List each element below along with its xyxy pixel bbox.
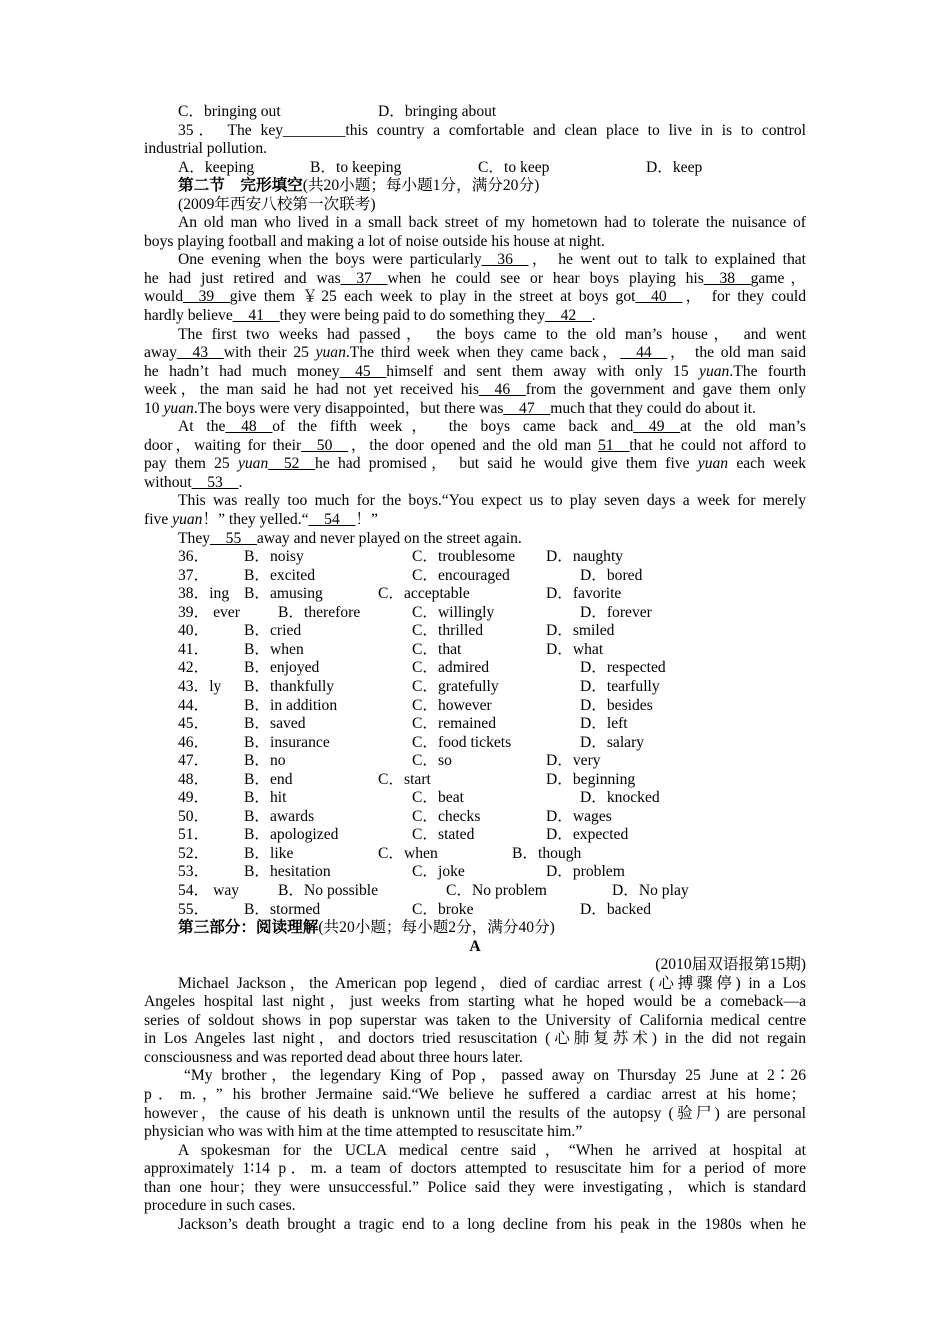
- option-row: [144, 548, 806, 567]
- option-d: D．what: [546, 640, 604, 658]
- option-d: D．favorite: [546, 585, 622, 603]
- option-row: [144, 641, 806, 660]
- option-b: B．stormed: [244, 900, 321, 918]
- passage-line: boys playing football and making a lot of noise outside his house at night.: [144, 232, 605, 250]
- option-b: B．saved: [244, 715, 306, 733]
- section-heading: [144, 177, 806, 196]
- part-label: A: [469, 937, 481, 955]
- option-d: D．expected: [546, 826, 629, 844]
- option-b: B．amusing: [244, 585, 323, 603]
- option-b: B．No possible: [278, 881, 379, 899]
- blank-43: __43__: [176, 344, 224, 362]
- option-row: [144, 882, 806, 901]
- question-35-line: 35． The key________this country a comfortable and clean place to live in is to control: [178, 121, 806, 139]
- passage-line: An old man who lived in a small back street of my hometown had to tolerate the nuisance of: [178, 214, 806, 232]
- blank-39: __39__: [182, 288, 230, 306]
- option-d: D．wages: [546, 807, 612, 825]
- option-row: [144, 585, 806, 604]
- option-c: C．encouraged: [412, 566, 510, 584]
- blank-38: __38__: [703, 269, 751, 287]
- option-d: D．tearfully: [580, 677, 660, 695]
- passage-line: door，waiting for their__50__，the door opened and the old man 51__that he could not afford to: [144, 436, 806, 454]
- option-d: D．keep: [646, 158, 703, 176]
- blank-42: __42__: [545, 307, 592, 325]
- option-c: C．to keep: [478, 158, 550, 176]
- reading-line: approximately 1∶14 p．m. a team of doctors attempted to resuscitate him for a period of more: [144, 1160, 806, 1178]
- reading-line: “My brother，the legendary King of Pop，passed away on Thursday 25 June at 2∶26: [184, 1067, 806, 1085]
- option-b: B．insurance: [244, 733, 330, 751]
- reading-line: Angeles hospital last night，just weeks from starting what he hoped would be a comeback—a: [144, 993, 806, 1011]
- option-d: D．salary: [580, 733, 645, 751]
- option-d: D．bored: [580, 566, 643, 584]
- option-c: C．troublesome: [412, 548, 516, 566]
- option-b: B．enjoyed: [244, 659, 320, 677]
- option-b: B．like: [244, 844, 294, 862]
- option-d: D．knocked: [580, 789, 660, 807]
- option-b: B．thankfully: [244, 677, 335, 695]
- question-number: 50．: [178, 807, 210, 825]
- question-number: 36．: [178, 548, 210, 566]
- reading-line: Jackson’s death brought a tragic end to a long decline from his peak in the 1980s when he: [178, 1215, 806, 1233]
- option-c: C．broke: [412, 900, 474, 918]
- blank-52: __52__: [268, 455, 316, 473]
- option-row: [144, 715, 806, 734]
- blank-47: __47__: [503, 399, 551, 417]
- question-number: 45．: [178, 715, 210, 733]
- blank-54: __54__: [308, 511, 356, 529]
- question-number: 51．: [178, 826, 210, 844]
- question-number: 48．: [178, 770, 210, 788]
- passage-line: This was really too much for the boys.“You expect us to play seven days a week for merely: [178, 492, 806, 510]
- option-c: C．No problem: [446, 881, 547, 899]
- question-number: 54． way: [178, 881, 240, 899]
- option-c: C．so: [412, 752, 452, 770]
- section-score: (共20小题；每小题1分，满分20分): [302, 177, 540, 195]
- reading-line: than one hour；they were unsuccessful.” Police said they were investigating，which is standard: [144, 1178, 806, 1196]
- passage-line: At the__48__of the fifth week， the boys came back and__49__at the old man’s: [178, 418, 806, 436]
- option-row: [144, 845, 806, 864]
- option-d: D．smiled: [546, 622, 615, 640]
- option-row: [144, 678, 806, 697]
- option-c: C．remained: [412, 715, 497, 733]
- option-row: [144, 604, 806, 623]
- option-c: C．beat: [412, 789, 464, 807]
- option-row: [144, 863, 806, 882]
- option-c: C．gratefully: [412, 677, 499, 695]
- question-35-options: [144, 159, 806, 178]
- option-b: B．hesitation: [244, 863, 331, 881]
- blank-49: __49__: [633, 418, 681, 436]
- section-title: 第三部分：阅读理解: [178, 919, 319, 937]
- option-b: B．in addition: [244, 696, 338, 714]
- passage-line: The first two weeks had passed， the boys came to the old man’s house， and went: [178, 325, 806, 343]
- reading-line: physician who was with him at the time attempted to resuscitate him.”: [144, 1123, 583, 1141]
- option-row: [144, 771, 806, 790]
- option-row: [144, 789, 806, 808]
- option-d: D．naughty: [546, 548, 624, 566]
- reading-line: in Los Angeles last night，and doctors tried resuscitation (心肺复苏术) in the did not regain: [144, 1030, 806, 1048]
- option-d: D．problem: [546, 863, 625, 881]
- reading-line: series of soldout shows in pop superstar was taken to the University of California medical centre: [144, 1011, 806, 1029]
- option-b: B．apologized: [244, 826, 339, 844]
- option-b: B．hit: [244, 789, 287, 807]
- passage-line: would__39__give them ￥25 each week to play in the street at boys got__40__， for they could: [144, 288, 806, 306]
- option-d: D．respected: [580, 659, 666, 677]
- document-page: [144, 103, 806, 1234]
- option-b: B．when: [244, 640, 304, 658]
- option-d: D．very: [546, 752, 601, 770]
- question-number: 53．: [178, 863, 210, 881]
- option-d: B．though: [512, 844, 582, 862]
- option-c: C．joke: [412, 863, 465, 881]
- option-row: [144, 734, 806, 753]
- passage-line: They__55__away and never played on the street again.: [178, 529, 522, 547]
- question-number: 40．: [178, 622, 210, 640]
- reading-line: A spokesman for the UCLA medical centre said，“When he arrived at hospital at: [178, 1141, 806, 1159]
- option-d: D．forever: [580, 603, 652, 621]
- blank-44: __44__: [620, 344, 668, 362]
- reading-line: p．m.，” his brother Jermaine said.“We believe he suffered a cardiac arrest at his home；: [144, 1085, 806, 1103]
- question-number: 37．: [178, 566, 210, 584]
- option-b: B．end: [244, 770, 293, 788]
- blank-40: __40__: [635, 288, 683, 306]
- question-number: 39． ever: [178, 603, 240, 621]
- option-c: C．however: [412, 696, 492, 714]
- option-c: C．checks: [412, 807, 481, 825]
- question-number: 43．ly: [178, 677, 222, 695]
- option-d: D．backed: [580, 900, 652, 918]
- option-c: C．start: [378, 770, 431, 788]
- passage-line: he had just retired and was__37__when he could see or hear boys playing his__38__game，: [144, 269, 806, 287]
- option-b: B．awards: [244, 807, 315, 825]
- option-row: [144, 622, 806, 641]
- reading-line: procedure in such cases.: [144, 1197, 296, 1215]
- option-c: C．food tickets: [412, 733, 512, 751]
- blank-46: __46__: [478, 381, 526, 399]
- option-c: C．stated: [412, 826, 475, 844]
- option-c: C．bringing out: [178, 103, 281, 120]
- option-c: C．when: [378, 844, 438, 862]
- reading-line: Michael Jackson，the American pop legend，died of cardiac arrest (心搏骤停) in a Los: [178, 974, 806, 992]
- question-35-line-2: industrial pollution.: [144, 140, 268, 158]
- option-row: [144, 826, 806, 845]
- option-c: C．thrilled: [412, 622, 484, 640]
- section-heading: [144, 919, 806, 938]
- reading-line: consciousness and was reported dead about three hours later.: [144, 1048, 523, 1066]
- section-title: 第二节 完形填空: [178, 177, 303, 195]
- option-b: B．excited: [244, 566, 316, 584]
- option-line: [144, 103, 806, 122]
- option-c: C．admired: [412, 659, 490, 677]
- question-number: 47．: [178, 752, 210, 770]
- section-score: (共20小题；每小题2分，满分40分): [318, 919, 555, 937]
- blank-50: __50__: [301, 436, 348, 454]
- blank-53: __53__: [191, 473, 239, 491]
- passage-line: five yuan！” they yelled.“__54__！”: [144, 511, 378, 529]
- option-c: C．acceptable: [378, 585, 470, 603]
- blank-37: __37__: [340, 269, 388, 287]
- answer-options: [144, 548, 806, 919]
- question-number: 49．: [178, 789, 210, 807]
- option-c: C．that: [412, 640, 462, 658]
- option-row: [144, 808, 806, 827]
- passage-line: One evening when the boys were particularly__36__， he went out to talk to explained that: [178, 251, 806, 269]
- source-text: (2009年西安八校第一次联考): [178, 195, 376, 213]
- section-source: (2010届双语报第15期): [655, 956, 806, 974]
- option-d: D．No play: [612, 881, 689, 899]
- question-number: 55．: [178, 900, 210, 918]
- question-number: 41．: [178, 640, 210, 658]
- option-b: B．cried: [244, 622, 302, 640]
- question-number: 46．: [178, 733, 210, 751]
- passage-line: week，the man said he had not yet received his__46__from the government and gave them only: [144, 381, 806, 399]
- reading-line: however，the cause of his death is unknown until the results of the autopsy (验尸) are personal: [144, 1104, 806, 1122]
- option-c: C．willingly: [412, 603, 495, 621]
- option-d: D．bringing about: [378, 103, 497, 120]
- blank-36: __36__: [481, 251, 529, 269]
- section-source: [144, 196, 806, 215]
- passage-line: pay them 25 yuan__52__he had promised， but said he would give them five yuan each week: [144, 455, 806, 473]
- passage-line: hardly believe__41__they were being paid to do something they__42__.: [144, 307, 596, 325]
- option-a: A．keeping: [178, 158, 255, 176]
- option-row: [144, 752, 806, 771]
- passage-line: 10 yuan.The boys were very disappointed，but there was__47__much that they could do about it.: [144, 399, 756, 417]
- passage-line: away__43__with their 25 yuan.The third week when they came back，__44__， the old man said: [144, 344, 806, 362]
- option-row: [144, 567, 806, 586]
- blank-41: __41__: [232, 307, 280, 325]
- question-number: 38．ing: [178, 585, 230, 603]
- option-d: D．besides: [580, 696, 653, 714]
- option-b: B．to keeping: [310, 158, 402, 176]
- option-d: D．left: [580, 715, 628, 733]
- blank-55: __55__: [210, 529, 257, 547]
- question-number: 44．: [178, 696, 210, 714]
- option-b: B．therefore: [278, 603, 361, 621]
- option-b: B．noisy: [244, 548, 304, 566]
- question-number: 52．: [178, 844, 210, 862]
- option-row: [144, 659, 806, 678]
- option-row: [144, 697, 806, 716]
- question-number: 42．: [178, 659, 210, 677]
- passage-line: he hadn’t had much money__45__himself and sent them away with only 15 yuan.The fourth: [144, 362, 806, 380]
- option-b: B．no: [244, 752, 286, 770]
- passage-line: without__53__.: [144, 473, 243, 491]
- option-d: D．beginning: [546, 770, 636, 788]
- blank-45: __45__: [339, 362, 387, 380]
- blank-48: __48__: [225, 418, 273, 436]
- option-row: [144, 901, 806, 920]
- blank-51: 51__: [598, 436, 630, 454]
